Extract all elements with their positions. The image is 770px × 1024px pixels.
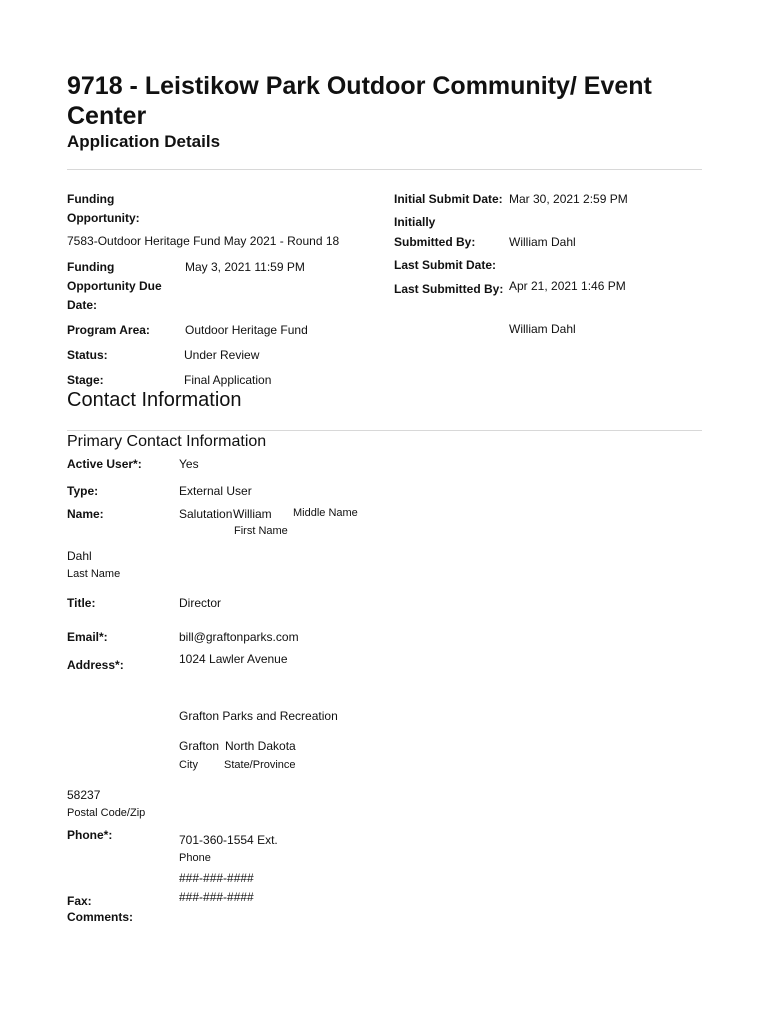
address-line-1: 1024 Lawler Avenue (179, 652, 288, 666)
contact-divider (67, 430, 702, 431)
last-submitted-by-label: Last Submitted By: (394, 282, 504, 296)
title-value: Director (179, 596, 222, 610)
header-divider (67, 169, 702, 170)
first-name-value: William (233, 507, 272, 521)
phone-sublabel: Phone (179, 852, 211, 864)
address-line-2: Grafton Parks and Recreation (179, 709, 338, 723)
funding-opportunity-label-2: Opportunity: (67, 211, 140, 225)
last-name-label: Last Name (67, 568, 121, 580)
primary-contact-heading: Primary Contact Information (67, 433, 267, 450)
postal-label: Postal Code/Zip (67, 807, 146, 819)
initial-submit-date-value: Mar 30, 2021 2:59 PM (509, 192, 628, 206)
phone-mask: ###-###-#### (179, 871, 254, 885)
state-label: State/Province (224, 759, 296, 771)
city-label: City (179, 759, 198, 771)
funding-opportunity-value: 7583-Outdoor Heritage Fund May 2021 - Round 18 (67, 234, 340, 248)
address-label: Address*: (67, 658, 124, 672)
due-date-label-2: Opportunity Due (67, 279, 162, 293)
program-area-value: Outdoor Heritage Fund (185, 323, 308, 337)
postal-value: 58237 (67, 788, 101, 802)
type-value: External User (179, 484, 252, 498)
name-label: Name: (67, 507, 104, 521)
page-title-line-1: 9718 - Leistikow Park Outdoor Community/ Event (67, 72, 652, 100)
program-area-label: Program Area: (67, 323, 150, 337)
fax-mask: ###-###-#### (179, 890, 254, 904)
initially-submitted-by-label-1: Initially (394, 215, 436, 229)
status-label: Status: (67, 348, 108, 362)
initially-submitted-by-value: William Dahl (509, 235, 576, 249)
comments-label: Comments: (67, 910, 134, 924)
salutation-label: Salutation (179, 507, 233, 521)
contact-information-heading: Contact Information (67, 389, 242, 411)
fax-label: Fax: (67, 894, 92, 908)
stage-value: Final Application (184, 373, 272, 387)
stage-label: Stage: (67, 373, 104, 387)
type-label: Type: (67, 484, 99, 498)
first-name-label: First Name (234, 525, 288, 537)
due-date-value: May 3, 2021 11:59 PM (185, 260, 305, 274)
active-user-label: Active User*: (67, 457, 142, 471)
phone-label: Phone*: (67, 828, 113, 842)
page-subtitle: Application Details (67, 132, 221, 151)
middle-name-label: Middle Name (293, 507, 358, 519)
due-date-label-1: Funding (67, 260, 115, 274)
last-submitted-by-value: William Dahl (509, 322, 576, 336)
last-name-value: Dahl (67, 549, 92, 563)
due-date-label-3: Date: (67, 298, 98, 312)
funding-opportunity-label-1: Funding (67, 192, 115, 206)
last-submit-date-label: Last Submit Date: (394, 258, 497, 272)
status-value: Under Review (184, 348, 260, 362)
phone-value: 701-360-1554 Ext. (179, 833, 278, 847)
initially-submitted-by-label-2: Submitted By: (394, 235, 476, 249)
last-submit-date-value: Apr 21, 2021 1:46 PM (509, 279, 626, 293)
title-label: Title: (67, 596, 96, 610)
email-value: bill@graftonparks.com (179, 630, 299, 644)
page-title-line-2: Center (67, 102, 147, 130)
active-user-value: Yes (179, 457, 199, 471)
city-value: Grafton (179, 739, 220, 753)
initial-submit-date-label: Initial Submit Date: (394, 192, 503, 206)
state-value: North Dakota (225, 739, 296, 753)
email-label: Email*: (67, 630, 108, 644)
